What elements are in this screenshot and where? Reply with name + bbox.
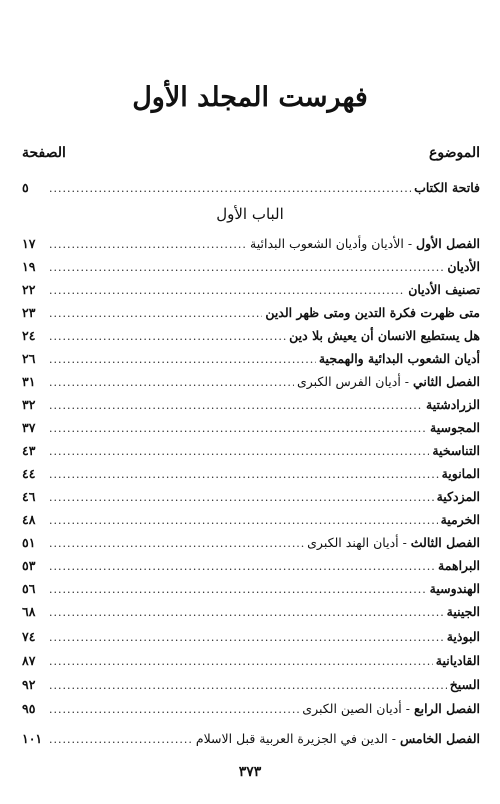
entry-page-number: ٢٦: [22, 351, 36, 366]
entry-page-number: ١٧: [22, 236, 36, 251]
entry-page-number: ٦٨: [22, 604, 36, 619]
entry-page-number: ٥٣: [22, 558, 36, 573]
toc-entry-7: [22, 371, 480, 393]
entry-page-number: ٣٧: [22, 420, 36, 435]
dot-leader: [49, 729, 193, 751]
entry-text: البراهمة: [438, 558, 480, 573]
entry-text: السيخ: [449, 677, 480, 692]
toc-entry-1: [22, 233, 480, 255]
entry-text: الجينية: [446, 604, 480, 619]
dot-leader: [49, 556, 435, 578]
dot-leader: [49, 533, 304, 555]
dot-leader: [49, 579, 427, 601]
dot-leader: [49, 326, 286, 348]
dot-leader: [49, 395, 423, 417]
entry-page-number: ٥١: [22, 535, 36, 550]
entry-text: البوذية: [446, 629, 480, 644]
section-heading: الباب الأول: [216, 205, 284, 223]
toc-entry-0: [22, 177, 480, 199]
entry-page-number: ٤٦: [22, 489, 36, 504]
toc-entry-17: [22, 601, 480, 623]
dot-leader: [49, 675, 447, 697]
entry-text: الأديان: [447, 259, 480, 274]
dot-leader: [49, 627, 444, 649]
entry-page-number: ٧٤: [22, 629, 36, 644]
dot-leader: [49, 510, 438, 532]
dot-leader: [49, 464, 439, 486]
entry-text: متى ظهرت فكرة التدين ومتى ظهر الدين: [265, 305, 480, 320]
toc-entry-12: [22, 486, 480, 508]
toc-entry-21: [22, 698, 480, 720]
toc-entry-20: [22, 674, 480, 696]
dot-leader: [49, 418, 427, 440]
dot-leader: [49, 487, 434, 509]
toc-entry-14: [22, 532, 480, 554]
page-folio-number: ٣٧٣: [238, 764, 262, 780]
entry-text: تصنيف الأديان: [408, 282, 480, 297]
dot-leader: [49, 303, 262, 325]
entry-page-number: ٩٥: [22, 701, 36, 716]
entry-text: فاتحة الكتاب: [414, 180, 480, 195]
entry-page-number: ٢٢: [22, 282, 36, 297]
entry-text: الخرمية: [440, 512, 480, 527]
toc-entry-2: [22, 256, 480, 278]
dot-leader: [49, 441, 429, 463]
entry-page-number: ٣٢: [22, 397, 36, 412]
dot-leader: [49, 651, 433, 673]
entry-text: الفصل الثالث - أديان الهند الكبرى: [307, 535, 480, 550]
toc-entry-22: [22, 728, 480, 750]
entry-text: المجوسية: [430, 420, 480, 435]
toc-entry-6: [22, 348, 480, 370]
entry-text: أديان الشعوب البدائية والهمجية: [318, 351, 480, 366]
entry-text: التناسخية: [432, 443, 480, 458]
dot-leader: [49, 280, 405, 302]
topic-column-header: الموضوع: [429, 145, 480, 161]
dot-leader: [49, 257, 444, 279]
dot-leader: [49, 372, 294, 394]
dot-leader: [49, 178, 411, 200]
toc-entry-8: [22, 394, 480, 416]
toc-entry-4: [22, 302, 480, 324]
entry-text: الفصل الرابع - أديان الصين الكبرى: [302, 701, 480, 716]
toc-entry-11: [22, 463, 480, 485]
entry-text: هل يستطيع الانسان أن يعيش بلا دين: [289, 328, 480, 343]
dot-leader: [49, 699, 299, 721]
toc-entry-3: [22, 279, 480, 301]
dot-leader: [49, 234, 247, 256]
entry-text: الفصل الأول - الأديان وأديان الشعوب البدائية: [250, 236, 480, 251]
page-title: فهرست المجلد الأول: [132, 82, 368, 113]
entry-page-number: ١٩: [22, 259, 36, 274]
entry-page-number: ١٠١: [22, 731, 43, 746]
entry-page-number: ٢٣: [22, 305, 36, 320]
page-column-header: الصفحة: [22, 145, 66, 161]
entry-text: المانوية: [441, 466, 480, 481]
entry-page-number: ٨٧: [22, 653, 36, 668]
toc-entry-15: [22, 555, 480, 577]
entry-text: القاديانية: [435, 653, 480, 668]
toc-entry-13: [22, 509, 480, 531]
dot-leader: [49, 349, 316, 371]
toc-entry-5: [22, 325, 480, 347]
toc-entry-18: [22, 626, 480, 648]
entry-text: الزرادشتية: [426, 397, 480, 412]
entry-page-number: ٥٦: [22, 581, 36, 596]
entry-text: المزدكية: [436, 489, 480, 504]
entry-page-number: ٤٨: [22, 512, 36, 527]
entry-page-number: ٣١: [22, 374, 36, 389]
entry-text: الهندوسية: [429, 581, 480, 596]
entry-page-number: ٤٣: [22, 443, 36, 458]
entry-page-number: ٢٤: [22, 328, 36, 343]
toc-entry-16: [22, 578, 480, 600]
toc-entry-10: [22, 440, 480, 462]
dot-leader: [49, 602, 444, 624]
entry-text: الفصل الخامس - الدين في الجزيرة العربية قبل الاسلام: [195, 731, 480, 746]
entry-page-number: ٩٢: [22, 677, 36, 692]
entry-page-number: ٥: [22, 180, 29, 195]
entry-page-number: ٤٤: [22, 466, 36, 481]
toc-entry-9: [22, 417, 480, 439]
toc-entry-19: [22, 650, 480, 672]
entry-text: الفصل الثاني - أديان الفرس الكبرى: [296, 374, 480, 389]
